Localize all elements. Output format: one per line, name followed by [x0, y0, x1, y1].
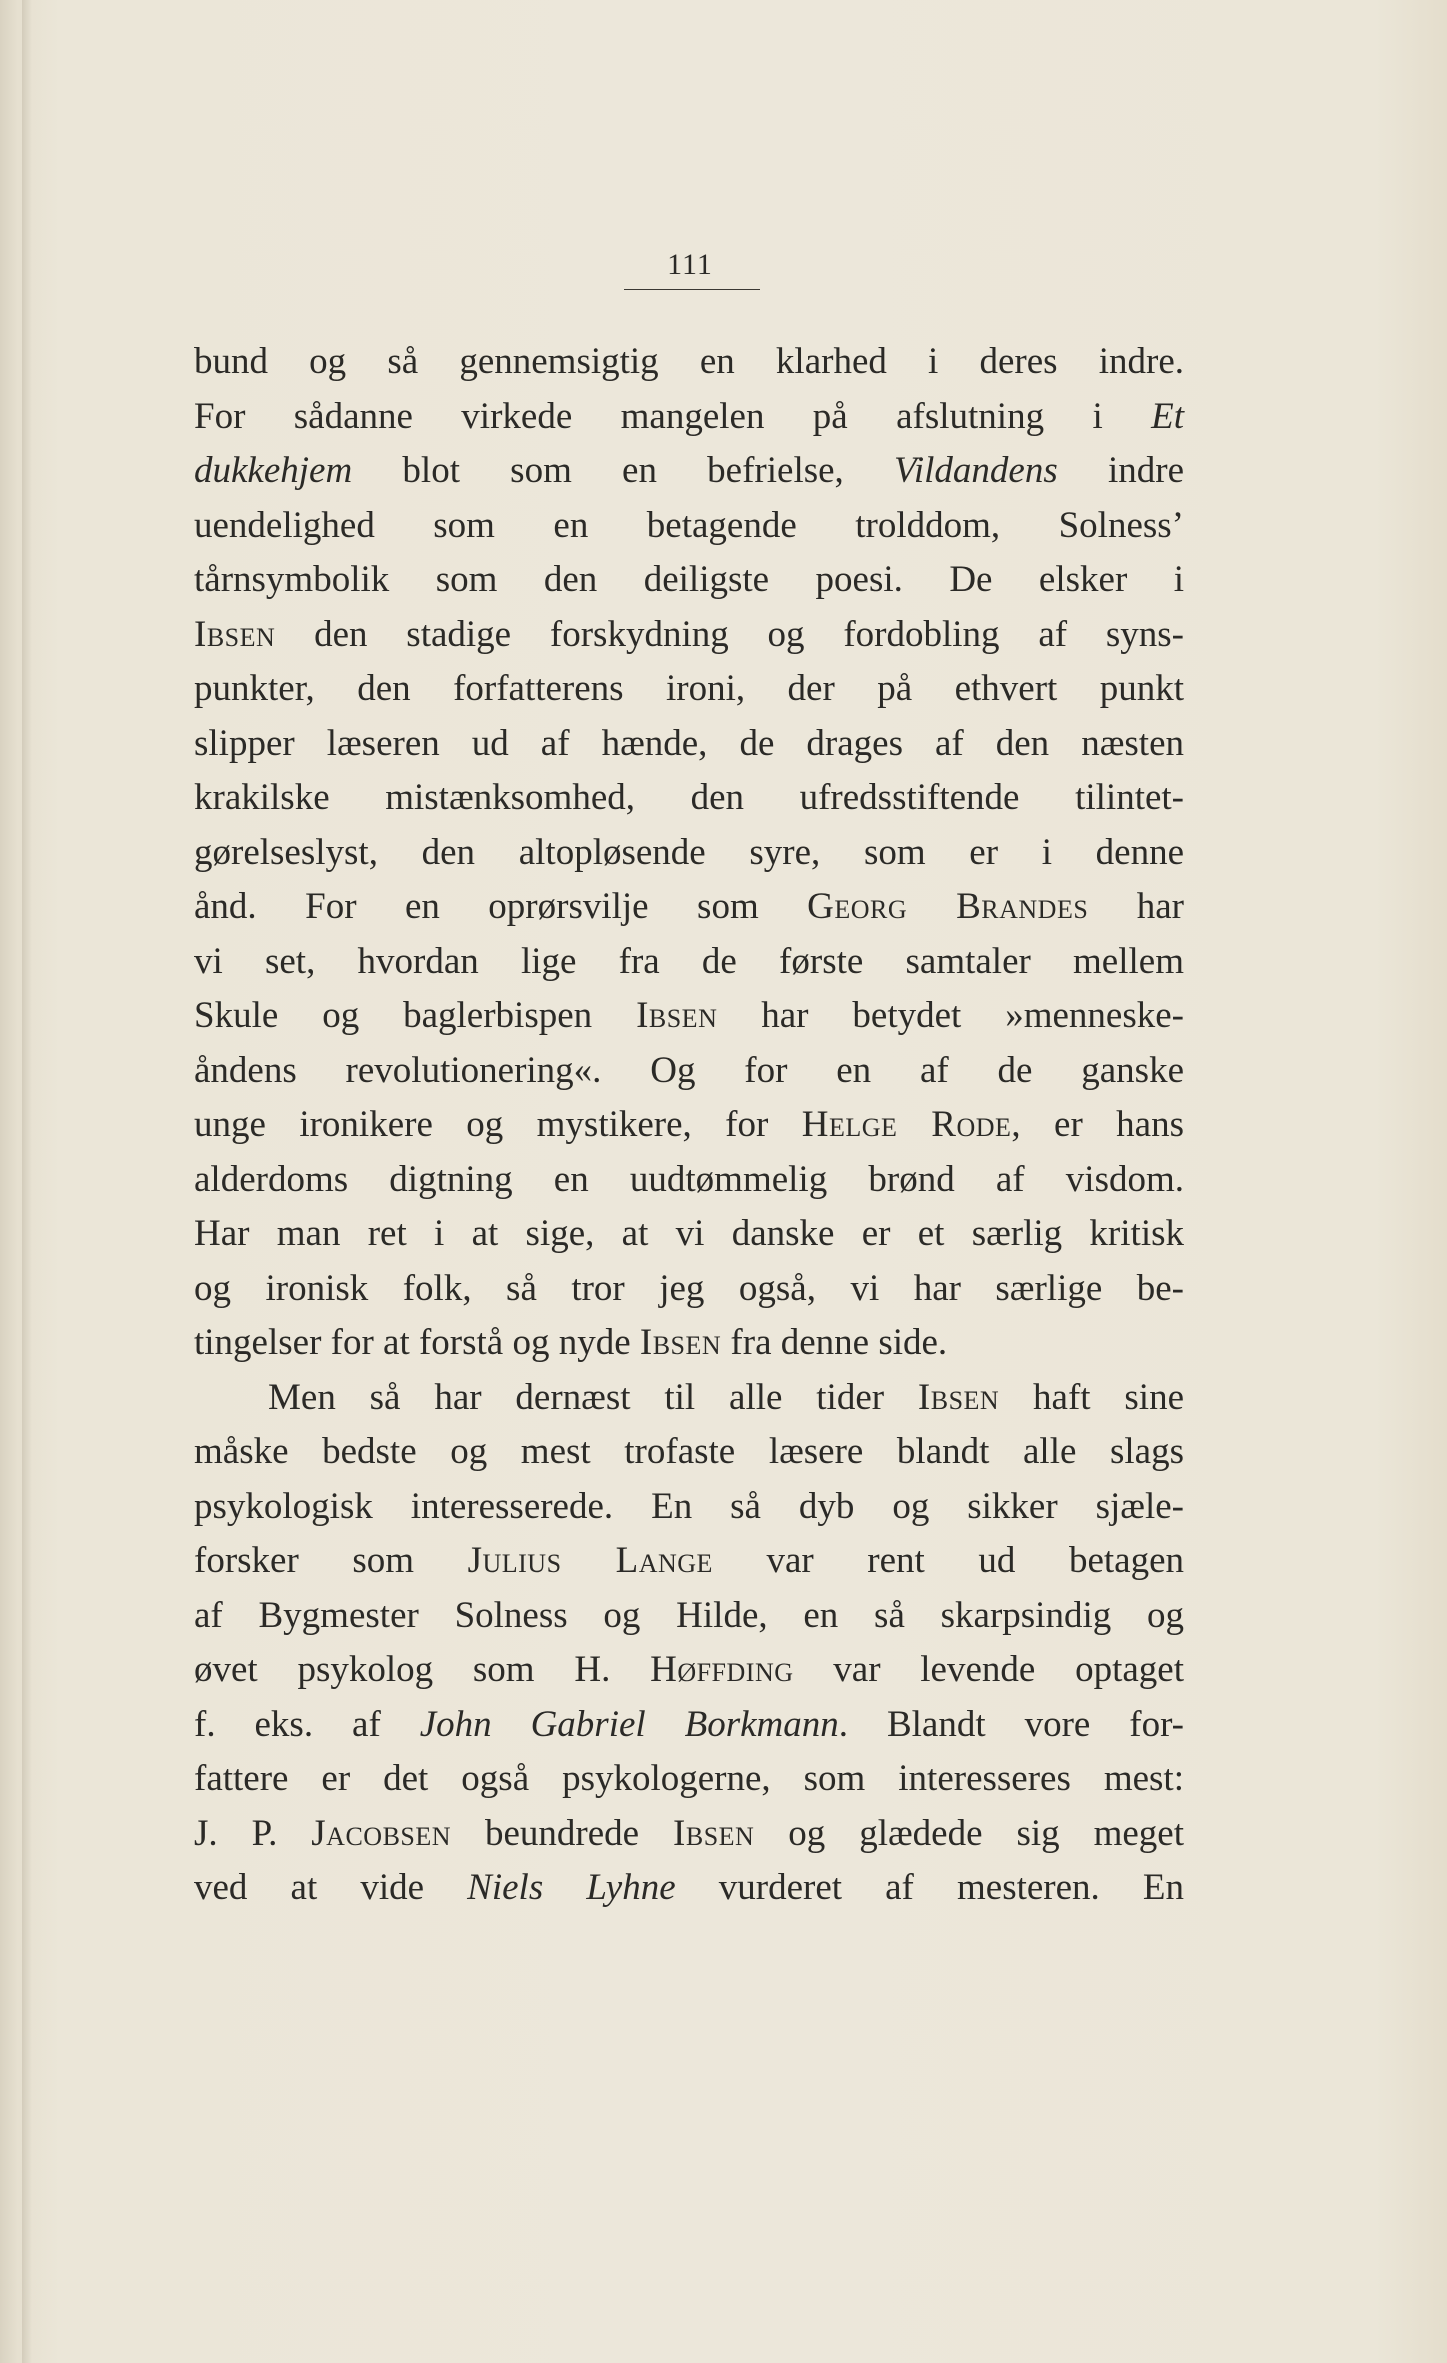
text-run: ved at vide — [194, 1867, 468, 1908]
text-run: ånd. For en oprørsvilje som — [194, 886, 808, 927]
text-run: unge ironikere og mystikere, for — [194, 1104, 802, 1145]
text-run: For sådanne virkede mangelen på afslutning i — [194, 395, 1152, 437]
text-run: indre — [1057, 450, 1184, 491]
text-run: f. eks. af — [194, 1703, 420, 1745]
text-line — [194, 390, 1184, 445]
text-run: , er hans — [1011, 1104, 1184, 1145]
text-line — [194, 1153, 1184, 1208]
text-run: slipper læseren ud af hænde, de drages af den næsten — [194, 722, 1184, 764]
work-title: Et — [1151, 395, 1184, 437]
text-line — [194, 662, 1184, 717]
author-name: Ibsen — [636, 995, 718, 1036]
text-run: tingelser for at forstå og nyde — [194, 1322, 640, 1363]
text-line — [194, 608, 1184, 663]
text-run: punkter, den forfatterens ironi, der på ethvert punkt — [194, 668, 1184, 709]
text-run: vurderet af mesteren. En — [675, 1867, 1184, 1908]
text-run: tårnsymbolik som den deiligste poesi. De elsker i — [194, 559, 1184, 600]
author-name: Ibsen — [639, 1322, 722, 1363]
text-line — [194, 1752, 1184, 1807]
author-name: Ibsen — [673, 1812, 755, 1854]
author-name: Jacobsen — [311, 1812, 452, 1854]
text-line — [194, 1861, 1184, 1916]
text-line — [194, 499, 1184, 554]
text-run: haft sine — [999, 1376, 1184, 1418]
text-line — [194, 1698, 1184, 1753]
text-run: var levende optaget — [793, 1649, 1184, 1690]
text-run: og glædede sig meget — [754, 1812, 1184, 1854]
author-name: Høffding — [650, 1649, 794, 1690]
text-line — [194, 1589, 1184, 1644]
text-line — [194, 335, 1184, 390]
work-title: dukkehjem — [194, 450, 353, 491]
text-run: psykologisk interesserede. En så dyb og sikker sjæle- — [194, 1485, 1184, 1527]
work-title: John Gabriel Borkmann — [419, 1703, 839, 1745]
text-line — [194, 1534, 1184, 1589]
text-line — [194, 1480, 1184, 1535]
text-line — [194, 1807, 1184, 1862]
text-run: uendelighed som en betagende trolddom, Solness’ — [194, 504, 1184, 546]
text-line — [194, 1371, 1184, 1426]
text-run: . Blandt vore for- — [838, 1703, 1184, 1745]
page-number-rule — [624, 289, 760, 290]
work-title: Vildandens — [894, 450, 1058, 491]
text-run: forsker som — [194, 1540, 468, 1581]
text-line — [194, 444, 1184, 499]
work-title: Niels Lyhne — [467, 1867, 676, 1908]
text-run: J. P. — [194, 1812, 312, 1854]
text-line — [194, 1643, 1184, 1698]
text-run: fattere er det også psykologerne, som interesseres mest: — [194, 1758, 1184, 1799]
text-run: åndens revolutionering«. Og for en af de ganske — [194, 1049, 1184, 1091]
text-run: fra denne side. — [721, 1322, 948, 1363]
text-line — [194, 880, 1184, 935]
text-line — [194, 826, 1184, 881]
text-line — [194, 989, 1184, 1044]
text-run: krakilske mistænksomhed, den ufredsstiftende tilintet- — [194, 777, 1184, 818]
text-line — [194, 1425, 1184, 1480]
text-run: måske bedste og mest trofaste læsere blandt alle slags — [194, 1431, 1184, 1472]
text-run: har — [1088, 886, 1184, 927]
text-line — [194, 1098, 1184, 1153]
text-run: Skule og baglerbispen — [194, 995, 637, 1036]
text-line — [194, 717, 1184, 772]
author-name: Ibsen — [194, 613, 276, 655]
text-line — [194, 771, 1184, 826]
text-run: og ironisk folk, så tror jeg også, vi har særlige be- — [194, 1267, 1184, 1309]
author-name: Julius Lange — [467, 1540, 713, 1581]
text-line — [194, 1207, 1184, 1262]
text-line — [194, 935, 1184, 990]
text-run: gørelseslyst, den altopløsende syre, som er i denne — [194, 831, 1184, 873]
text-run: af Bygmester Solness og Hilde, en så skarpsindig og — [194, 1594, 1184, 1636]
text-run: Har man ret i at sige, at vi danske er et særlig kritisk — [194, 1213, 1184, 1254]
page-number: 111 — [667, 248, 713, 281]
body-text — [194, 335, 1184, 1916]
text-run: bund og så gennemsigtig en klarhed i deres indre. — [194, 341, 1184, 382]
text-line — [194, 1316, 1184, 1371]
text-run: beundrede — [451, 1812, 674, 1854]
text-run: vi set, hvordan lige fra de første samtaler mellem — [194, 940, 1184, 982]
binding-gutter-shadow — [22, 0, 32, 2363]
text-run: den stadige forskydning og fordobling af syns- — [275, 613, 1184, 655]
text-run: alderdoms digtning en uudtømmelig brønd af visdom. — [194, 1158, 1184, 1200]
text-run: har betydet »menneske- — [717, 995, 1184, 1036]
author-name: Ibsen — [917, 1376, 1000, 1418]
text-line — [194, 553, 1184, 608]
text-run: Men så har dernæst til alle tider — [268, 1376, 918, 1418]
text-line — [194, 1044, 1184, 1099]
text-line — [194, 1262, 1184, 1317]
text-run: øvet psykolog som H. — [194, 1649, 651, 1690]
text-run: var rent ud betagen — [712, 1540, 1184, 1581]
text-run: blot som en befrielse, — [352, 450, 895, 491]
author-name: Georg Brandes — [807, 886, 1089, 927]
author-name: Helge Rode — [801, 1104, 1012, 1145]
